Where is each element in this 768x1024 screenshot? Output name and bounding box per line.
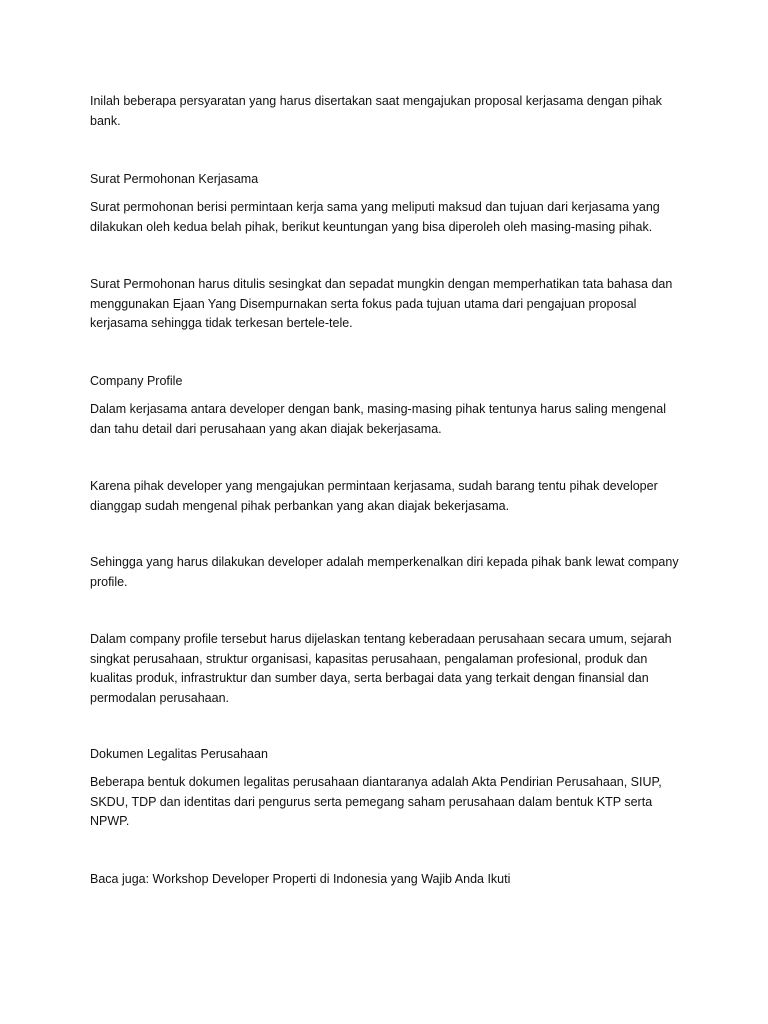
section-heading-dokumen-legalitas: Dokumen Legalitas Perusahaan (90, 747, 268, 761)
paragraph: Karena pihak developer yang mengajukan permintaan kerjasama, sudah barang tentu pihak developer dianggap sudah mengenal pihak perbankan yang akan diajak bekerjasama. (90, 479, 658, 513)
paragraph: Beberapa bentuk dokumen legalitas perusahaan diantaranya adalah Akta Pendirian Perusahaan, SIUP, SKDU, TDP dan identitas dari pengurus serta pemegang saham perusahaan dalam bentuk KTP serta NPWP. (90, 775, 662, 828)
section-heading-surat-permohonan: Surat Permohonan Kerjasama (90, 172, 259, 186)
paragraph: Sehingga yang harus dilakukan developer adalah memperkenalkan diri kepada pihak bank lewat company profile. (90, 555, 679, 589)
intro-paragraph: Inilah beberapa persyaratan yang harus disertakan saat mengajukan proposal kerjasama dengan pihak bank. (90, 94, 662, 128)
section-heading-company-profile: Company Profile (90, 374, 183, 388)
paragraph: Surat Permohonan harus ditulis sesingkat dan sepadat mungkin dengan memperhatikan tata bahasa dan menggunakan Ejaan Yang Disempurnakan serta fokus pada tujuan utama dari pengajuan proposal kerjasama sehingga tidak terkesan bertele-tele. (90, 277, 673, 330)
read-also-link[interactable]: Baca juga: Workshop Developer Properti di Indonesia yang Wajib Anda Ikuti (90, 872, 511, 886)
paragraph: Surat permohonan berisi permintaan kerja sama yang meliputi maksud dan tujuan dari kerjasama yang dilakukan oleh kedua belah pihak, berikut keuntungan yang bisa diperoleh oleh masing-masing pihak. (90, 200, 660, 234)
paragraph: Dalam company profile tersebut harus dijelaskan tentang keberadaan perusahaan secara umum, sejarah singkat perusahaan, struktur organisasi, kapasitas perusahaan, pengalaman profesional, produk dan kualitas produk, infrastruktur dan sumber daya, serta berbagai data yang terkait dengan finansial dan permodalan perusahaan. (90, 632, 672, 705)
paragraph: Dalam kerjasama antara developer dengan bank, masing-masing pihak tentunya harus saling mengenal dan tahu detail dari perusahaan yang akan diajak bekerjasama. (90, 402, 667, 436)
